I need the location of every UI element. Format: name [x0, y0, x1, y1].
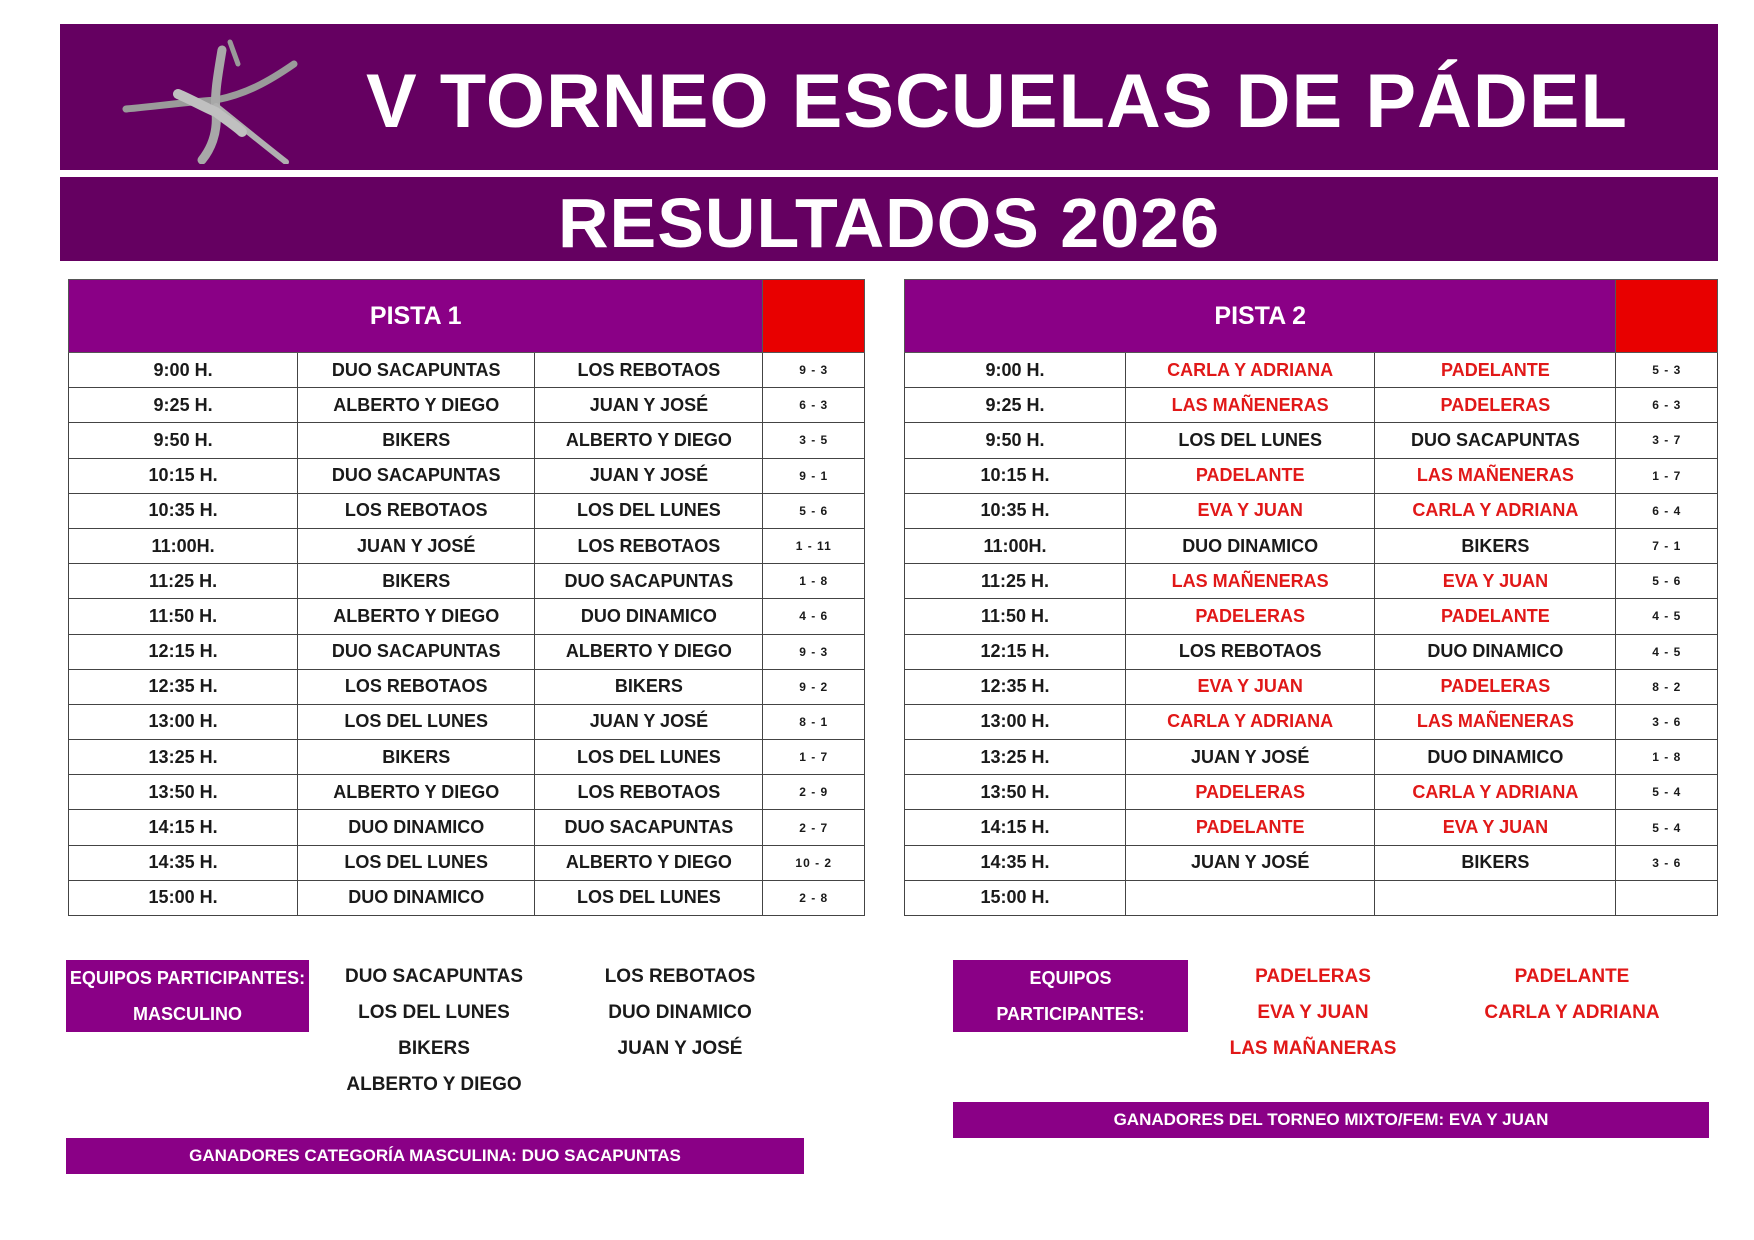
team-one: ALBERTO Y DIEGO [298, 599, 535, 634]
mixto-category-label [953, 960, 1188, 1060]
match-score: 7 - 1 [1616, 528, 1718, 563]
match-time: 9:00 H. [69, 353, 298, 388]
match-row [905, 353, 1718, 388]
match-time: 12:35 H. [69, 669, 298, 704]
match-score: 3 - 6 [1616, 845, 1718, 880]
match-score: 4 - 6 [763, 599, 865, 634]
match-time: 14:15 H. [905, 810, 1126, 845]
team-one: LAS MAÑENERAS [1126, 564, 1375, 599]
match-row [69, 880, 865, 915]
match-row [69, 353, 865, 388]
match-time: 13:00 H. [905, 704, 1126, 739]
team-one: BIKERS [298, 423, 535, 458]
match-row [69, 845, 865, 880]
masculino-label-line1: EQUIPOS PARTICIPANTES: [69, 968, 306, 988]
match-time: 11:00H. [905, 528, 1126, 563]
team-one: PADELANTE [1126, 810, 1375, 845]
match-score: 9 - 3 [763, 353, 865, 388]
match-row [905, 493, 1718, 528]
match-time: 11:25 H. [69, 564, 298, 599]
team-two: EVA Y JUAN [1375, 564, 1616, 599]
match-time: 14:15 H. [69, 810, 298, 845]
team-one: EVA Y JUAN [1126, 669, 1375, 704]
match-score: 2 - 9 [763, 775, 865, 810]
team-two: LOS DEL LUNES [535, 493, 763, 528]
match-time: 14:35 H. [69, 845, 298, 880]
masculino-team: BIKERS [398, 1038, 470, 1059]
match-score: 6 - 3 [763, 388, 865, 423]
match-score: 1 - 7 [1616, 458, 1718, 493]
team-two: PADELANTE [1375, 353, 1616, 388]
match-score: 5 - 4 [1616, 775, 1718, 810]
team-two: PADELERAS [1375, 388, 1616, 423]
team-one: DUO SACAPUNTAS [298, 634, 535, 669]
match-row [69, 704, 865, 739]
match-score: 4 - 5 [1616, 634, 1718, 669]
match-score: 8 - 1 [763, 704, 865, 739]
team-one: BIKERS [298, 740, 535, 775]
mixto-label-line2: MIXTO / FEM. [1013, 1040, 1128, 1060]
match-time: 9:25 H. [69, 388, 298, 423]
team-one: PADELERAS [1126, 775, 1375, 810]
match-time: 9:50 H. [69, 423, 298, 458]
match-score: 1 - 8 [1616, 740, 1718, 775]
title-banner [60, 24, 1718, 170]
team-one: CARLA Y ADRIANA [1126, 704, 1375, 739]
team-two: CARLA Y ADRIANA [1375, 775, 1616, 810]
team-one: DUO SACAPUNTAS [298, 458, 535, 493]
match-score: 9 - 1 [763, 458, 865, 493]
team-one: PADELANTE [1126, 458, 1375, 493]
match-time: 13:25 H. [905, 740, 1126, 775]
court-1-table [68, 279, 865, 916]
court-1-flag [763, 280, 865, 353]
team-two: BIKERS [1375, 528, 1616, 563]
match-time: 13:25 H. [69, 740, 298, 775]
page-subtitle: RESULTADOS 2026 [557, 184, 1221, 262]
match-row [69, 388, 865, 423]
match-score: 1 - 7 [763, 740, 865, 775]
match-time: 15:00 H. [69, 880, 298, 915]
match-score [1616, 880, 1718, 915]
match-time: 12:35 H. [905, 669, 1126, 704]
match-score: 6 - 3 [1616, 388, 1718, 423]
team-two: DUO SACAPUNTAS [1375, 423, 1616, 458]
team-two: CARLA Y ADRIANA [1375, 493, 1616, 528]
match-row [905, 634, 1718, 669]
match-score: 1 - 11 [763, 528, 865, 563]
team-two: JUAN Y JOSÉ [535, 458, 763, 493]
page-title: V TORNEO ESCUELAS DE PÁDEL [366, 59, 1628, 144]
match-time: 9:00 H. [905, 353, 1126, 388]
team-one: LOS DEL LUNES [1126, 423, 1375, 458]
masculino-team: LOS REBOTAOS [604, 966, 756, 987]
match-time: 13:50 H. [905, 775, 1126, 810]
match-score: 1 - 8 [763, 564, 865, 599]
match-score: 8 - 2 [1616, 669, 1718, 704]
mixto-team: CARLA Y ADRIANA [1484, 1002, 1660, 1023]
court-2-rows [905, 353, 1718, 916]
team-two: ALBERTO Y DIEGO [535, 423, 763, 458]
team-one: LOS DEL LUNES [298, 704, 535, 739]
match-score: 4 - 5 [1616, 599, 1718, 634]
match-time: 12:15 H. [905, 634, 1126, 669]
team-two: LOS DEL LUNES [535, 740, 763, 775]
match-row [905, 740, 1718, 775]
team-two: ALBERTO Y DIEGO [535, 634, 763, 669]
match-row [69, 458, 865, 493]
match-time: 10:15 H. [69, 458, 298, 493]
team-two: DUO DINAMICO [1375, 634, 1616, 669]
match-row [905, 775, 1718, 810]
match-score: 5 - 6 [1616, 564, 1718, 599]
match-time: 11:00H. [69, 528, 298, 563]
match-row [69, 740, 865, 775]
team-one: LOS REBOTAOS [1126, 634, 1375, 669]
match-time: 13:00 H. [69, 704, 298, 739]
match-row [69, 669, 865, 704]
match-time: 9:50 H. [905, 423, 1126, 458]
match-time: 13:50 H. [69, 775, 298, 810]
match-score: 2 - 7 [763, 810, 865, 845]
team-two: DUO DINAMICO [1375, 740, 1616, 775]
match-score: 9 - 2 [763, 669, 865, 704]
match-row [905, 458, 1718, 493]
team-two: BIKERS [535, 669, 763, 704]
team-one: DUO DINAMICO [1126, 528, 1375, 563]
masculino-winner-banner: GANADORES CATEGORÍA MASCULINA: DUO SACAPUNTAS [66, 1138, 804, 1174]
masculino-team: LOS DEL LUNES [358, 1002, 510, 1023]
match-score: 5 - 3 [1616, 353, 1718, 388]
team-two: EVA Y JUAN [1375, 810, 1616, 845]
match-row [905, 528, 1718, 563]
match-row [905, 810, 1718, 845]
subtitle-banner [60, 177, 1718, 261]
team-one: DUO DINAMICO [298, 810, 535, 845]
match-row [69, 599, 865, 634]
padel-logo-icon [118, 34, 298, 164]
match-row [69, 810, 865, 845]
match-row [905, 845, 1718, 880]
team-two: LOS REBOTAOS [535, 775, 763, 810]
match-score: 6 - 4 [1616, 493, 1718, 528]
match-score: 3 - 6 [1616, 704, 1718, 739]
masculino-team: JUAN Y JOSÉ [617, 1038, 743, 1059]
team-two [1375, 880, 1616, 915]
match-row [905, 599, 1718, 634]
court-1-rows [69, 353, 865, 916]
match-time: 11:50 H. [905, 599, 1126, 634]
team-one: PADELERAS [1126, 599, 1375, 634]
match-score: 3 - 5 [763, 423, 865, 458]
team-two: LAS MAÑENERAS [1375, 704, 1616, 739]
mixto-winner-banner: GANADORES DEL TORNEO MIXTO/FEM: EVA Y JUAN [953, 1102, 1709, 1138]
team-one: JUAN Y JOSÉ [1126, 845, 1375, 880]
team-two: DUO SACAPUNTAS [535, 810, 763, 845]
team-two: LAS MAÑENERAS [1375, 458, 1616, 493]
mixto-team: PADELANTE [1514, 966, 1630, 987]
team-two: ALBERTO Y DIEGO [535, 845, 763, 880]
team-one: JUAN Y JOSÉ [1126, 740, 1375, 775]
match-score: 5 - 6 [763, 493, 865, 528]
match-time: 10:35 H. [69, 493, 298, 528]
court-2-table [904, 279, 1718, 916]
masculino-category-label [66, 960, 309, 1032]
match-time: 12:15 H. [69, 634, 298, 669]
match-time: 11:50 H. [69, 599, 298, 634]
masculino-team: DUO DINAMICO [608, 1002, 752, 1023]
team-one: LOS REBOTAOS [298, 493, 535, 528]
court-2-flag [1616, 280, 1718, 353]
match-time: 10:35 H. [905, 493, 1126, 528]
team-one: DUO SACAPUNTAS [298, 353, 535, 388]
match-row [69, 423, 865, 458]
match-score: 5 - 4 [1616, 810, 1718, 845]
team-one: CARLA Y ADRIANA [1126, 353, 1375, 388]
team-two: DUO SACAPUNTAS [535, 564, 763, 599]
match-row [69, 634, 865, 669]
match-score: 2 - 8 [763, 880, 865, 915]
match-row [69, 564, 865, 599]
team-one: JUAN Y JOSÉ [298, 528, 535, 563]
masculino-label-line2: MASCULINO [133, 1004, 242, 1024]
team-two: JUAN Y JOSÉ [535, 704, 763, 739]
team-two: JUAN Y JOSÉ [535, 388, 763, 423]
match-time: 10:15 H. [905, 458, 1126, 493]
team-one: EVA Y JUAN [1126, 493, 1375, 528]
team-one: ALBERTO Y DIEGO [298, 388, 535, 423]
mixto-team: EVA Y JUAN [1257, 1002, 1369, 1023]
team-one: BIKERS [298, 564, 535, 599]
match-row [905, 564, 1718, 599]
match-row [905, 669, 1718, 704]
match-row [905, 388, 1718, 423]
team-one: LOS DEL LUNES [298, 845, 535, 880]
match-row [69, 528, 865, 563]
masculino-team: ALBERTO Y DIEGO [346, 1074, 522, 1095]
team-two: LOS DEL LUNES [535, 880, 763, 915]
match-time: 14:35 H. [905, 845, 1126, 880]
team-one: LOS REBOTAOS [298, 669, 535, 704]
team-one: LAS MAÑENERAS [1126, 388, 1375, 423]
team-two: LOS REBOTAOS [535, 528, 763, 563]
team-two: LOS REBOTAOS [535, 353, 763, 388]
match-score: 3 - 7 [1616, 423, 1718, 458]
team-one: ALBERTO Y DIEGO [298, 775, 535, 810]
match-score: 9 - 3 [763, 634, 865, 669]
match-time: 9:25 H. [905, 388, 1126, 423]
mixto-team: LAS MAÑANERAS [1229, 1038, 1397, 1059]
match-row [905, 704, 1718, 739]
team-two: PADELANTE [1375, 599, 1616, 634]
court-2-title: PISTA 2 [905, 280, 1616, 353]
team-two: DUO DINAMICO [535, 599, 763, 634]
match-row [905, 423, 1718, 458]
team-two: BIKERS [1375, 845, 1616, 880]
match-row [905, 880, 1718, 915]
team-two: PADELERAS [1375, 669, 1616, 704]
team-one [1126, 880, 1375, 915]
match-row [69, 775, 865, 810]
team-one: DUO DINAMICO [298, 880, 535, 915]
match-time: 15:00 H. [905, 880, 1126, 915]
mixto-label-line1: EQUIPOS PARTICIPANTES: [996, 968, 1145, 1024]
mixto-team: PADELERAS [1255, 966, 1371, 987]
match-score: 10 - 2 [763, 845, 865, 880]
match-time: 11:25 H. [905, 564, 1126, 599]
masculino-team: DUO SACAPUNTAS [344, 966, 524, 987]
match-row [69, 493, 865, 528]
court-1-title: PISTA 1 [69, 280, 763, 353]
